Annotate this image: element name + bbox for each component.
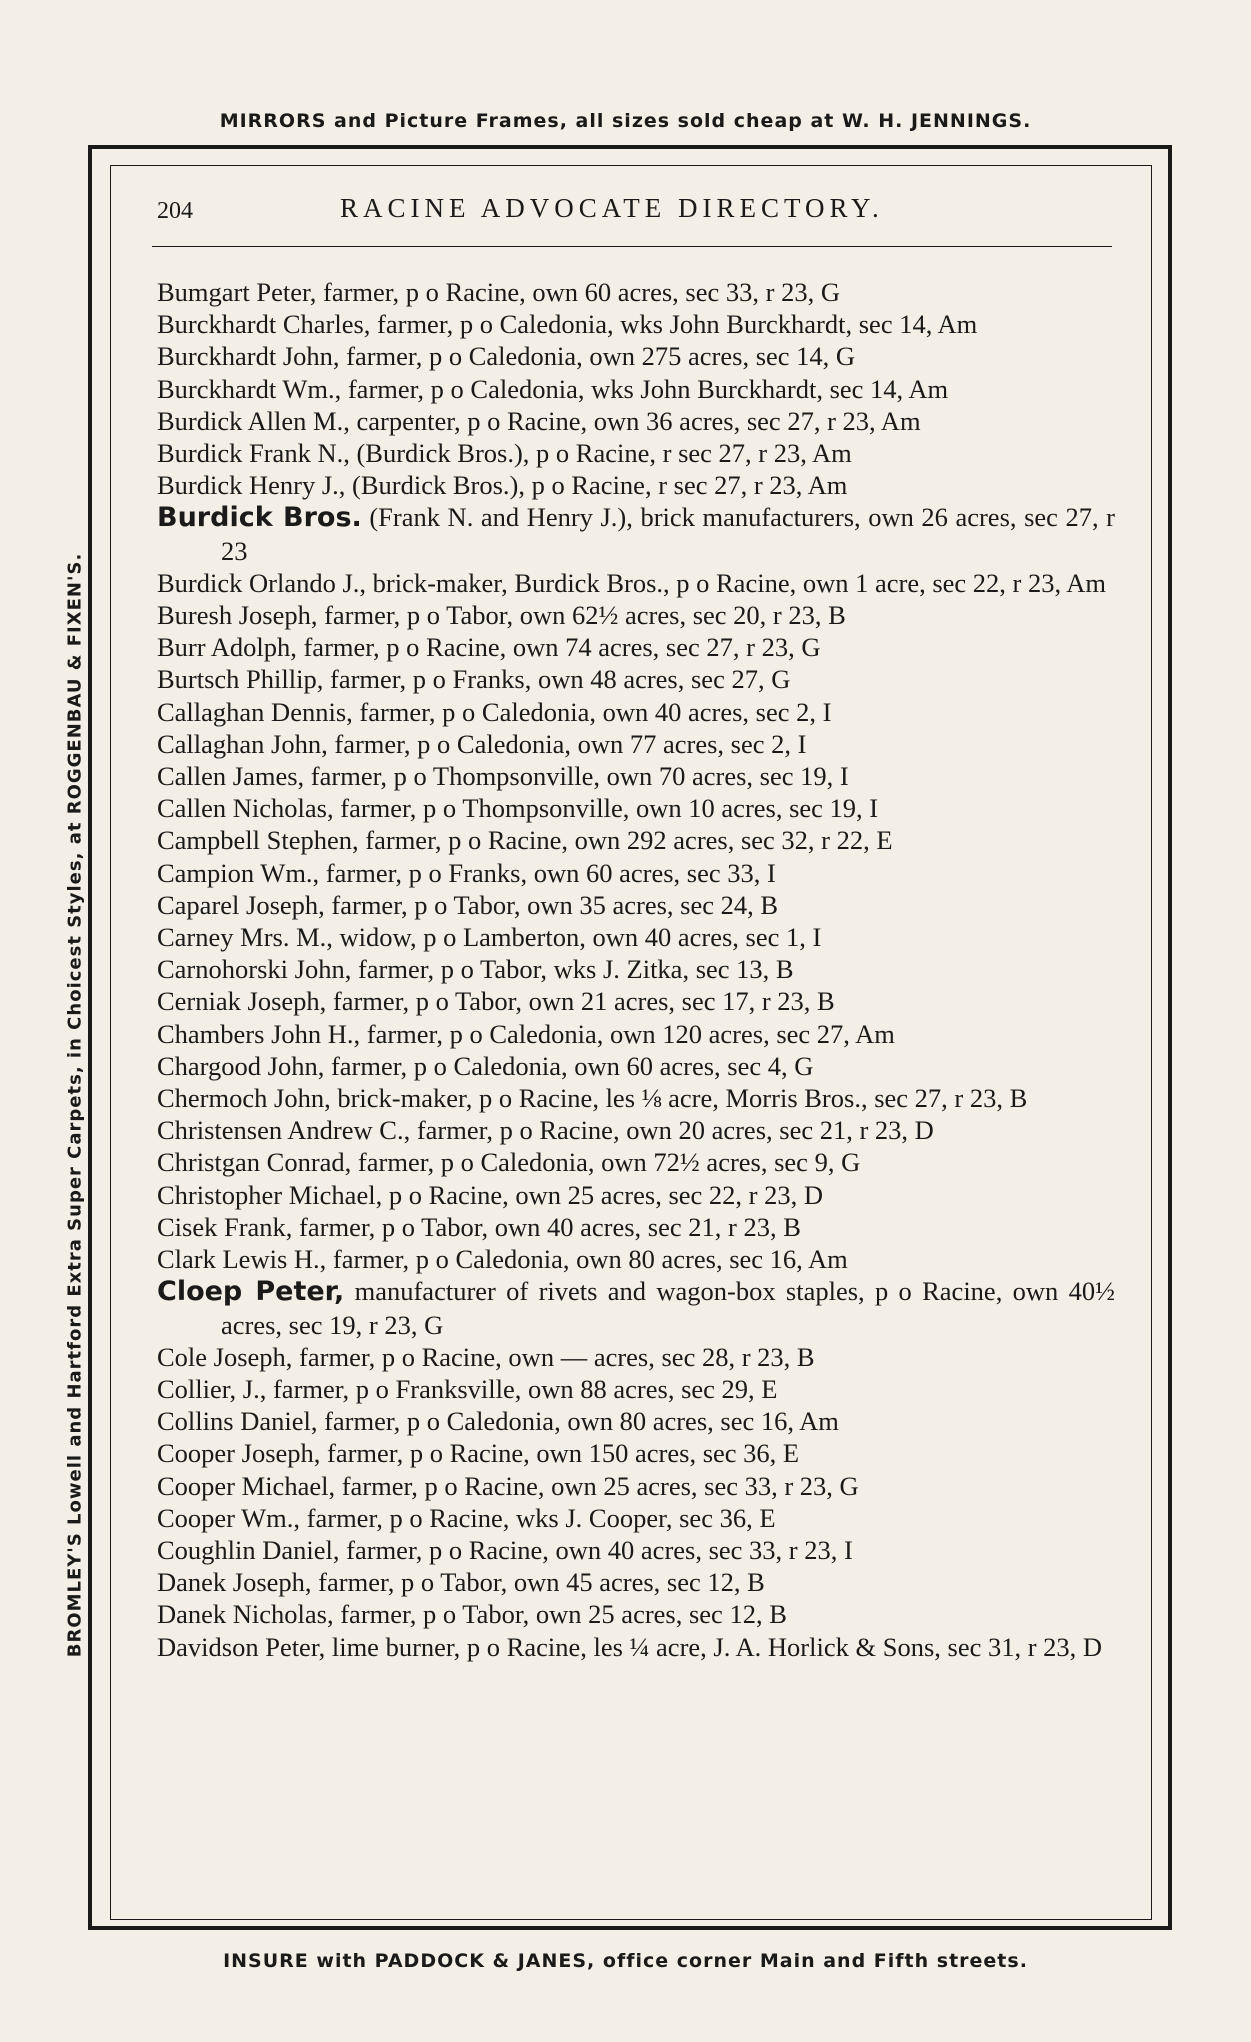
directory-entry	[157, 437, 1115, 469]
directory-entry	[157, 1502, 1115, 1534]
entry-text: Danek Nicholas, farmer, p o Tabor, own 25 acres, sec 12, B	[157, 1599, 787, 1630]
entry-text: Christgan Conrad, farmer, p o Caledonia, own 72½ acres, sec 9, G	[157, 1147, 861, 1178]
entry-text: Burdick Frank N., (Burdick Bros.), p o Racine, r sec 27, r 23, Am	[157, 438, 852, 469]
entry-text: Cooper Michael, farmer, p o Racine, own 25 acres, sec 33, r 23, G	[157, 1470, 859, 1501]
entry-business-name: Burdick Bros.	[157, 502, 362, 534]
directory-entry	[157, 308, 1115, 340]
directory-entry	[157, 469, 1115, 501]
running-head-title: RACINE ADVOCATE DIRECTORY.	[340, 193, 884, 223]
entry-text: Buresh Joseph, farmer, p o Tabor, own 62½ acres, sec 20, r 23, B	[157, 600, 846, 631]
entry-text: Burckhardt Charles, farmer, p o Caledonia, wks John Burckhardt, sec 14, Am	[157, 309, 978, 340]
directory-entry	[157, 1437, 1115, 1469]
directory-entry	[157, 953, 1115, 985]
directory-entry	[157, 663, 1115, 695]
entry-text: Burdick Orlando J., brick-maker, Burdick Bros., p o Racine, own 1 acre, sec 22, r 23, Am	[157, 567, 1107, 598]
entry-text: manufacturer of rivets and wagon-box staples, p o Racine, own 40½ acres, sec 19, r 23, G	[221, 1276, 1115, 1340]
entry-text: Davidson Peter, lime burner, p o Racine, les ¼ acre, J. A. Horlick & Sons, sec 31, r 23, D	[157, 1631, 1103, 1662]
entry-text: Campion Wm., farmer, p o Franks, own 60 acres, sec 33, I	[157, 857, 776, 888]
directory-entry	[157, 857, 1115, 889]
directory-entry	[157, 1211, 1115, 1243]
directory-entries-list	[157, 276, 1115, 1663]
directory-entry	[157, 1146, 1115, 1178]
entry-text: Callaghan Dennis, farmer, p o Caledonia, own 40 acres, sec 2, I	[157, 696, 832, 727]
entry-text: Cerniak Joseph, farmer, p o Tabor, own 21 acres, sec 17, r 23, B	[157, 986, 835, 1017]
directory-entry	[157, 567, 1115, 599]
directory-entry	[157, 1373, 1115, 1405]
directory-entry	[157, 1050, 1115, 1082]
directory-entry	[157, 792, 1115, 824]
directory-entry	[157, 599, 1115, 631]
entry-text: Carnohorski John, farmer, p o Tabor, wks J. Zitka, sec 13, B	[157, 954, 794, 985]
entry-text: Coughlin Daniel, farmer, p o Racine, own 40 acres, sec 33, r 23, I	[157, 1534, 853, 1565]
entry-text: Cole Joseph, farmer, p o Racine, own — acres, sec 28, r 23, B	[157, 1341, 815, 1372]
directory-entry	[157, 405, 1115, 437]
directory-entry	[157, 728, 1115, 760]
directory-entry	[157, 1341, 1115, 1373]
entry-text: Campbell Stephen, farmer, p o Racine, own 292 acres, sec 32, r 22, E	[157, 825, 893, 856]
entry-text: Collins Daniel, farmer, p o Caledonia, own 80 acres, sec 16, Am	[157, 1406, 839, 1437]
entry-text: (Frank N. and Henry J.), brick manufacturers, own 26 acres, sec 27, r 23	[221, 502, 1115, 566]
entry-text: Callen James, farmer, p o Thompsonville, own 70 acres, sec 19, I	[157, 761, 849, 792]
entry-text: Clark Lewis H., farmer, p o Caledonia, own 80 acres, sec 16, Am	[157, 1244, 848, 1275]
top-advertisement: MIRRORS and Picture Frames, all sizes sold cheap at W. H. JENNINGS.	[219, 110, 1032, 132]
directory-entry	[157, 1243, 1115, 1275]
entry-text: Danek Joseph, farmer, p o Tabor, own 45 acres, sec 12, B	[157, 1567, 765, 1598]
header-divider	[152, 246, 1112, 247]
bottom-advertisement: INSURE with PADDOCK & JANES, office corner Main and Fifth streets.	[223, 1950, 1028, 1972]
entry-text: Cooper Joseph, farmer, p o Racine, own 150 acres, sec 36, E	[157, 1438, 800, 1469]
entry-text: Collier, J., farmer, p o Franksville, own 88 acres, sec 29, E	[157, 1373, 778, 1404]
entry-text: Christopher Michael, p o Racine, own 25 acres, sec 22, r 23, D	[157, 1179, 824, 1210]
entry-text: Callaghan John, farmer, p o Caledonia, own 77 acres, sec 2, I	[157, 728, 807, 759]
directory-entry	[157, 1179, 1115, 1211]
directory-entry	[157, 1470, 1115, 1502]
side-advertisement: BROMLEY'S Lowell and Hartford Extra Super Carpets, in Choicest Styles, at ROGGENBAU & FIXEN'S.	[64, 552, 86, 1658]
entry-text: Burdick Henry J., (Burdick Bros.), p o Racine, r sec 27, r 23, Am	[157, 470, 848, 501]
entry-text: Cisek Frank, farmer, p o Tabor, own 40 acres, sec 21, r 23, B	[157, 1211, 801, 1242]
directory-entry	[157, 501, 1115, 566]
directory-entry	[157, 696, 1115, 728]
directory-entry	[157, 889, 1115, 921]
directory-entry	[157, 1598, 1115, 1630]
entry-text: Christensen Andrew C., farmer, p o Racine, own 20 acres, sec 21, r 23, D	[157, 1115, 934, 1146]
entry-text: Burtsch Phillip, farmer, p o Franks, own 48 acres, sec 27, G	[157, 664, 791, 695]
entry-text: Chermoch John, brick-maker, p o Racine, les ⅛ acre, Morris Bros., sec 27, r 23, B	[157, 1083, 1028, 1114]
entry-text: Burckhardt John, farmer, p o Caledonia, own 275 acres, sec 14, G	[157, 341, 856, 372]
directory-entry	[157, 1114, 1115, 1146]
entry-business-name: Cloep Peter,	[157, 1276, 345, 1308]
directory-entry	[157, 1275, 1115, 1340]
directory-entry	[157, 340, 1115, 372]
entry-text: Burr Adolph, farmer, p o Racine, own 74 acres, sec 27, r 23, G	[157, 632, 821, 663]
entry-text: Burdick Allen M., carpenter, p o Racine, own 36 acres, sec 27, r 23, Am	[157, 405, 921, 436]
entry-text: Chambers John H., farmer, p o Caledonia, own 120 acres, sec 27, Am	[157, 1018, 895, 1049]
entry-text: Chargood John, farmer, p o Caledonia, own 60 acres, sec 4, G	[157, 1050, 814, 1081]
page-number: 204	[157, 198, 193, 224]
entry-text: Bumgart Peter, farmer, p o Racine, own 60 acres, sec 33, r 23, G	[157, 277, 840, 307]
directory-entry	[157, 373, 1115, 405]
directory-entry	[157, 921, 1115, 953]
entry-text: Burckhardt Wm., farmer, p o Caledonia, wks John Burckhardt, sec 14, Am	[157, 373, 949, 404]
entry-text: Callen Nicholas, farmer, p o Thompsonville, own 10 acres, sec 19, I	[157, 793, 879, 824]
directory-entry	[157, 1566, 1115, 1598]
directory-entry	[157, 1631, 1115, 1663]
directory-entry	[157, 631, 1115, 663]
entry-text: Caparel Joseph, farmer, p o Tabor, own 35 acres, sec 24, B	[157, 889, 779, 920]
directory-entry	[157, 1534, 1115, 1566]
directory-entry	[157, 276, 1115, 308]
directory-entry	[157, 1405, 1115, 1437]
directory-entry	[157, 1018, 1115, 1050]
entry-text: Cooper Wm., farmer, p o Racine, wks J. Cooper, sec 36, E	[157, 1502, 776, 1533]
directory-entry	[157, 760, 1115, 792]
entry-text: Carney Mrs. M., widow, p o Lamberton, own 40 acres, sec 1, I	[157, 922, 822, 953]
directory-entry	[157, 985, 1115, 1017]
directory-entry	[157, 824, 1115, 856]
directory-entry	[157, 1082, 1115, 1114]
